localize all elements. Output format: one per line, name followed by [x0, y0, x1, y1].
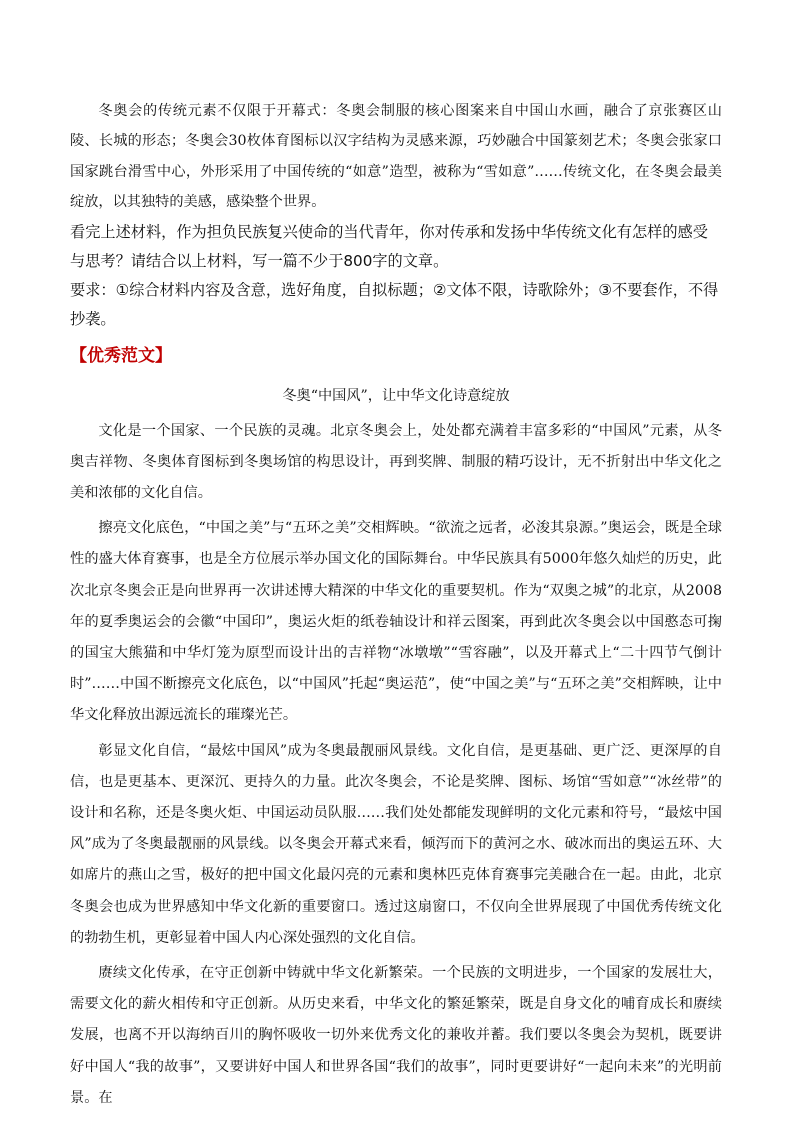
essay-title: 冬奥“中国风”，让中华文化诗意绽放 — [282, 387, 510, 404]
essay-paragraph-3: 彰显文化自信，“最炫中国风”成为冬奥最靓丽风景线。文化自信，是更基础、更广泛、更深厚的自信，也是更基本、更深沉、更持久的力量。此次冬奥会，不论是奖牌、图标、场馆“雪如意”“冰丝带”的设计和名称，还是冬奥火炬、中国运动员队服……我们处处都能发现鲜明的文化元素和符号，“最炫中国风”成为了冬奥最靓丽的风景线。以冬奥会开幕式来看，倾泻而下的黄河之水、破冰而出的奥运五环、大如席片的燕山之雪，极好的把中国文化最闪亮的元素和奥林匹克体育赛事完美融合在一起。由此，北京冬奥会也成为世界感知中华文化新的重要窗口。透过这扇窗口，不仅向全世界展现了中国优秀传统文化的勃勃生机，更彰显着中国人内心深处强烈的文化自信。 — [70, 742, 722, 946]
essay-paragraph-4: 赓续文化传承，在守正创新中铸就中华文化新繁荣。一个民族的文明进步，一个国家的发展壮大，需要文化的薪火相传和守正创新。从历史来看，中华文化的繁延繁荣，既是自身文化的哺育成长和赓续发展，也离不开以海纳百川的胸怀吸收一切外来优秀文化的兼收并蓄。我们要以冬奥会为契机，既要讲好中国人“我的故事”，又要讲好中国人和世界各国“我们的故事”，同时更要讲好“一起向未来”的光明前景。在 — [70, 965, 722, 1106]
document-page — [70, 96, 722, 1114]
material-paragraph: 冬奥会的传统元素不仅限于开幕式：冬奥会制服的核心图案来自中国山水画，融合了京张赛区山陵、长城的形态；冬奥会30枚体育图标以汉字结构为灵感来源，巧妙融合中国篆刻艺术；冬奥会张家口国家跳台滑雪中心，外形采用了中国传统的“如意”造型，被称为“雪如意”……传统文化，在冬奥会最美绽放，以其独特的美感，感染整个世界。 — [70, 103, 722, 211]
section-heading: 【优秀范文】 — [70, 345, 172, 366]
essay-paragraph-1: 文化是一个国家、一个民族的灵魂。北京冬奥会上，处处都充满着丰富多彩的“中国风”元素，从冬奥吉祥物、冬奥体育图标到冬奥场馆的构思设计，再到奖牌、制服的精巧设计，无不折射出中华文化之美和浓郁的文化自信。 — [70, 422, 722, 502]
prompt-question: 看完上述材料，作为担负民族复兴使命的当代青年，你对传承和发扬中华传统文化有怎样的感受与思考？请结合以上材料，写一篇不少于800字的文章。 — [70, 222, 708, 270]
prompt-requirements: 要求：①综合材料内容及含意，选好角度，自拟标题；②文体不限，诗歌除外；③不要套作，不得抄袭。 — [70, 280, 719, 328]
essay-body — [70, 416, 722, 1114]
essay-paragraph-2: 擦亮文化底色，“中国之美”与“五环之美”交相辉映。“欲流之远者，必浚其泉源。”奥运会，既是全球性的盛大体育赛事，也是全方位展示举办国文化的国际舞台。中华民族具有5000年悠久灿烂的历史，此次北京冬奥会正是向世界再一次讲述博大精深的中华文化的重要契机。作为“双奥之城”的北京，从2008年的夏季奥运会的会徽“中国印”，奥运火炬的纸卷轴设计和祥云图案，再到此次冬奥会以中国憨态可掬的国宝大熊猫和中华灯笼为原型而设计出的吉祥物“冰墩墩”“雪容融”，以及开幕式上“二十四节气倒计时”……中国不断擦亮文化底色，以“中国风”托起“奥运范”，使“中国之美”与“五环之美”交相辉映，让中华文化释放出源远流长的璀璨光芒。 — [70, 520, 722, 724]
